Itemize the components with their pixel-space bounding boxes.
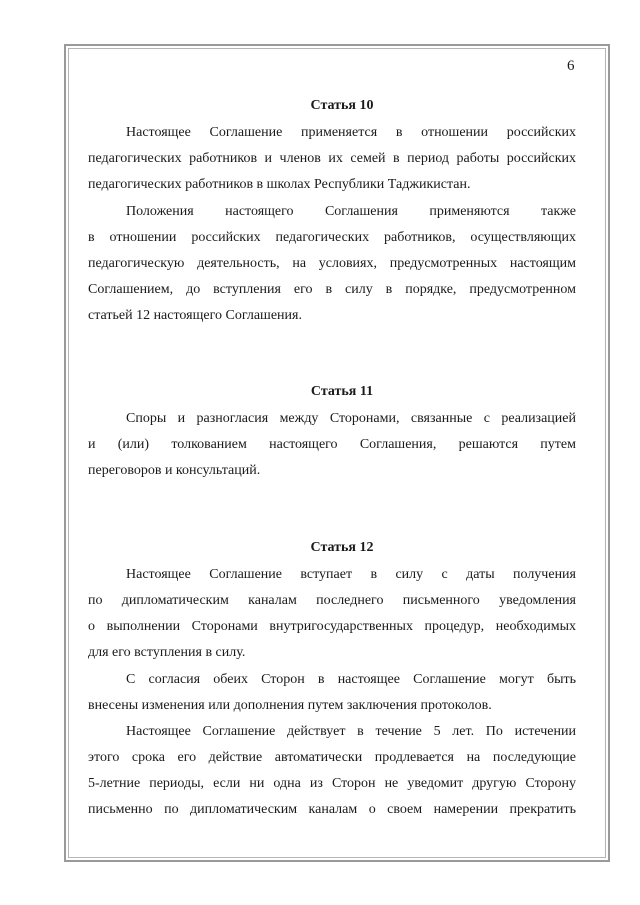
article-12-line: письменно по дипломатическим каналам о своем намерении прекратить [88, 802, 576, 817]
article-11-line: и (или) толкованием настоящего Соглашения, решаются путем [88, 437, 576, 452]
article-12-line: этого срока его действие автоматически продлевается на последующие [88, 750, 576, 765]
article-10-line: статьей 12 настоящего Соглашения. [88, 308, 302, 323]
article-10-line: педагогическую деятельность, на условиях, предусмотренных настоящим [88, 256, 576, 271]
article-12-line: Настоящее Соглашение действует в течение 5 лет. По истечении [126, 724, 576, 739]
article-10-line: Положения настоящего Соглашения применяются также [126, 204, 576, 219]
page-number: 6 [567, 58, 575, 74]
article-10-heading: Статья 10 [310, 98, 374, 113]
article-11-line: Споры и разногласия между Сторонами, связанные с реализацией [126, 411, 576, 426]
article-12-line: по дипломатическим каналам последнего письменного уведомления [88, 593, 576, 608]
article-10-line: в отношении российских педагогических работников, осуществляющих [88, 230, 576, 245]
article-10-line: Соглашением, до вступления его в силу в порядке, предусмотренном [88, 282, 576, 297]
article-10-line: Настоящее Соглашение применяется в отношении российских [126, 125, 576, 140]
article-12-heading: Статья 12 [310, 540, 374, 555]
article-12-line: Настоящее Соглашение вступает в силу с даты получения [126, 567, 576, 582]
article-11-heading: Статья 11 [310, 384, 374, 399]
article-12-line: для его вступления в силу. [88, 645, 246, 660]
article-12-line: 5-летние периоды, если ни одна из Сторон не уведомит другую Сторону [88, 776, 576, 791]
article-10-line: педагогических работников в школах Республики Таджикистан. [88, 177, 471, 192]
article-12-line: С согласия обеих Сторон в настоящее Соглашение могут быть [126, 672, 576, 687]
article-12-line: внесены изменения или дополнения путем заключения протоколов. [88, 698, 492, 713]
article-11-line: переговоров и консультаций. [88, 463, 261, 478]
article-10-line: педагогических работников и членов их семей в период работы российских [88, 151, 576, 166]
article-12-line: о выполнении Сторонами внутригосударственных процедур, необходимых [88, 619, 576, 634]
